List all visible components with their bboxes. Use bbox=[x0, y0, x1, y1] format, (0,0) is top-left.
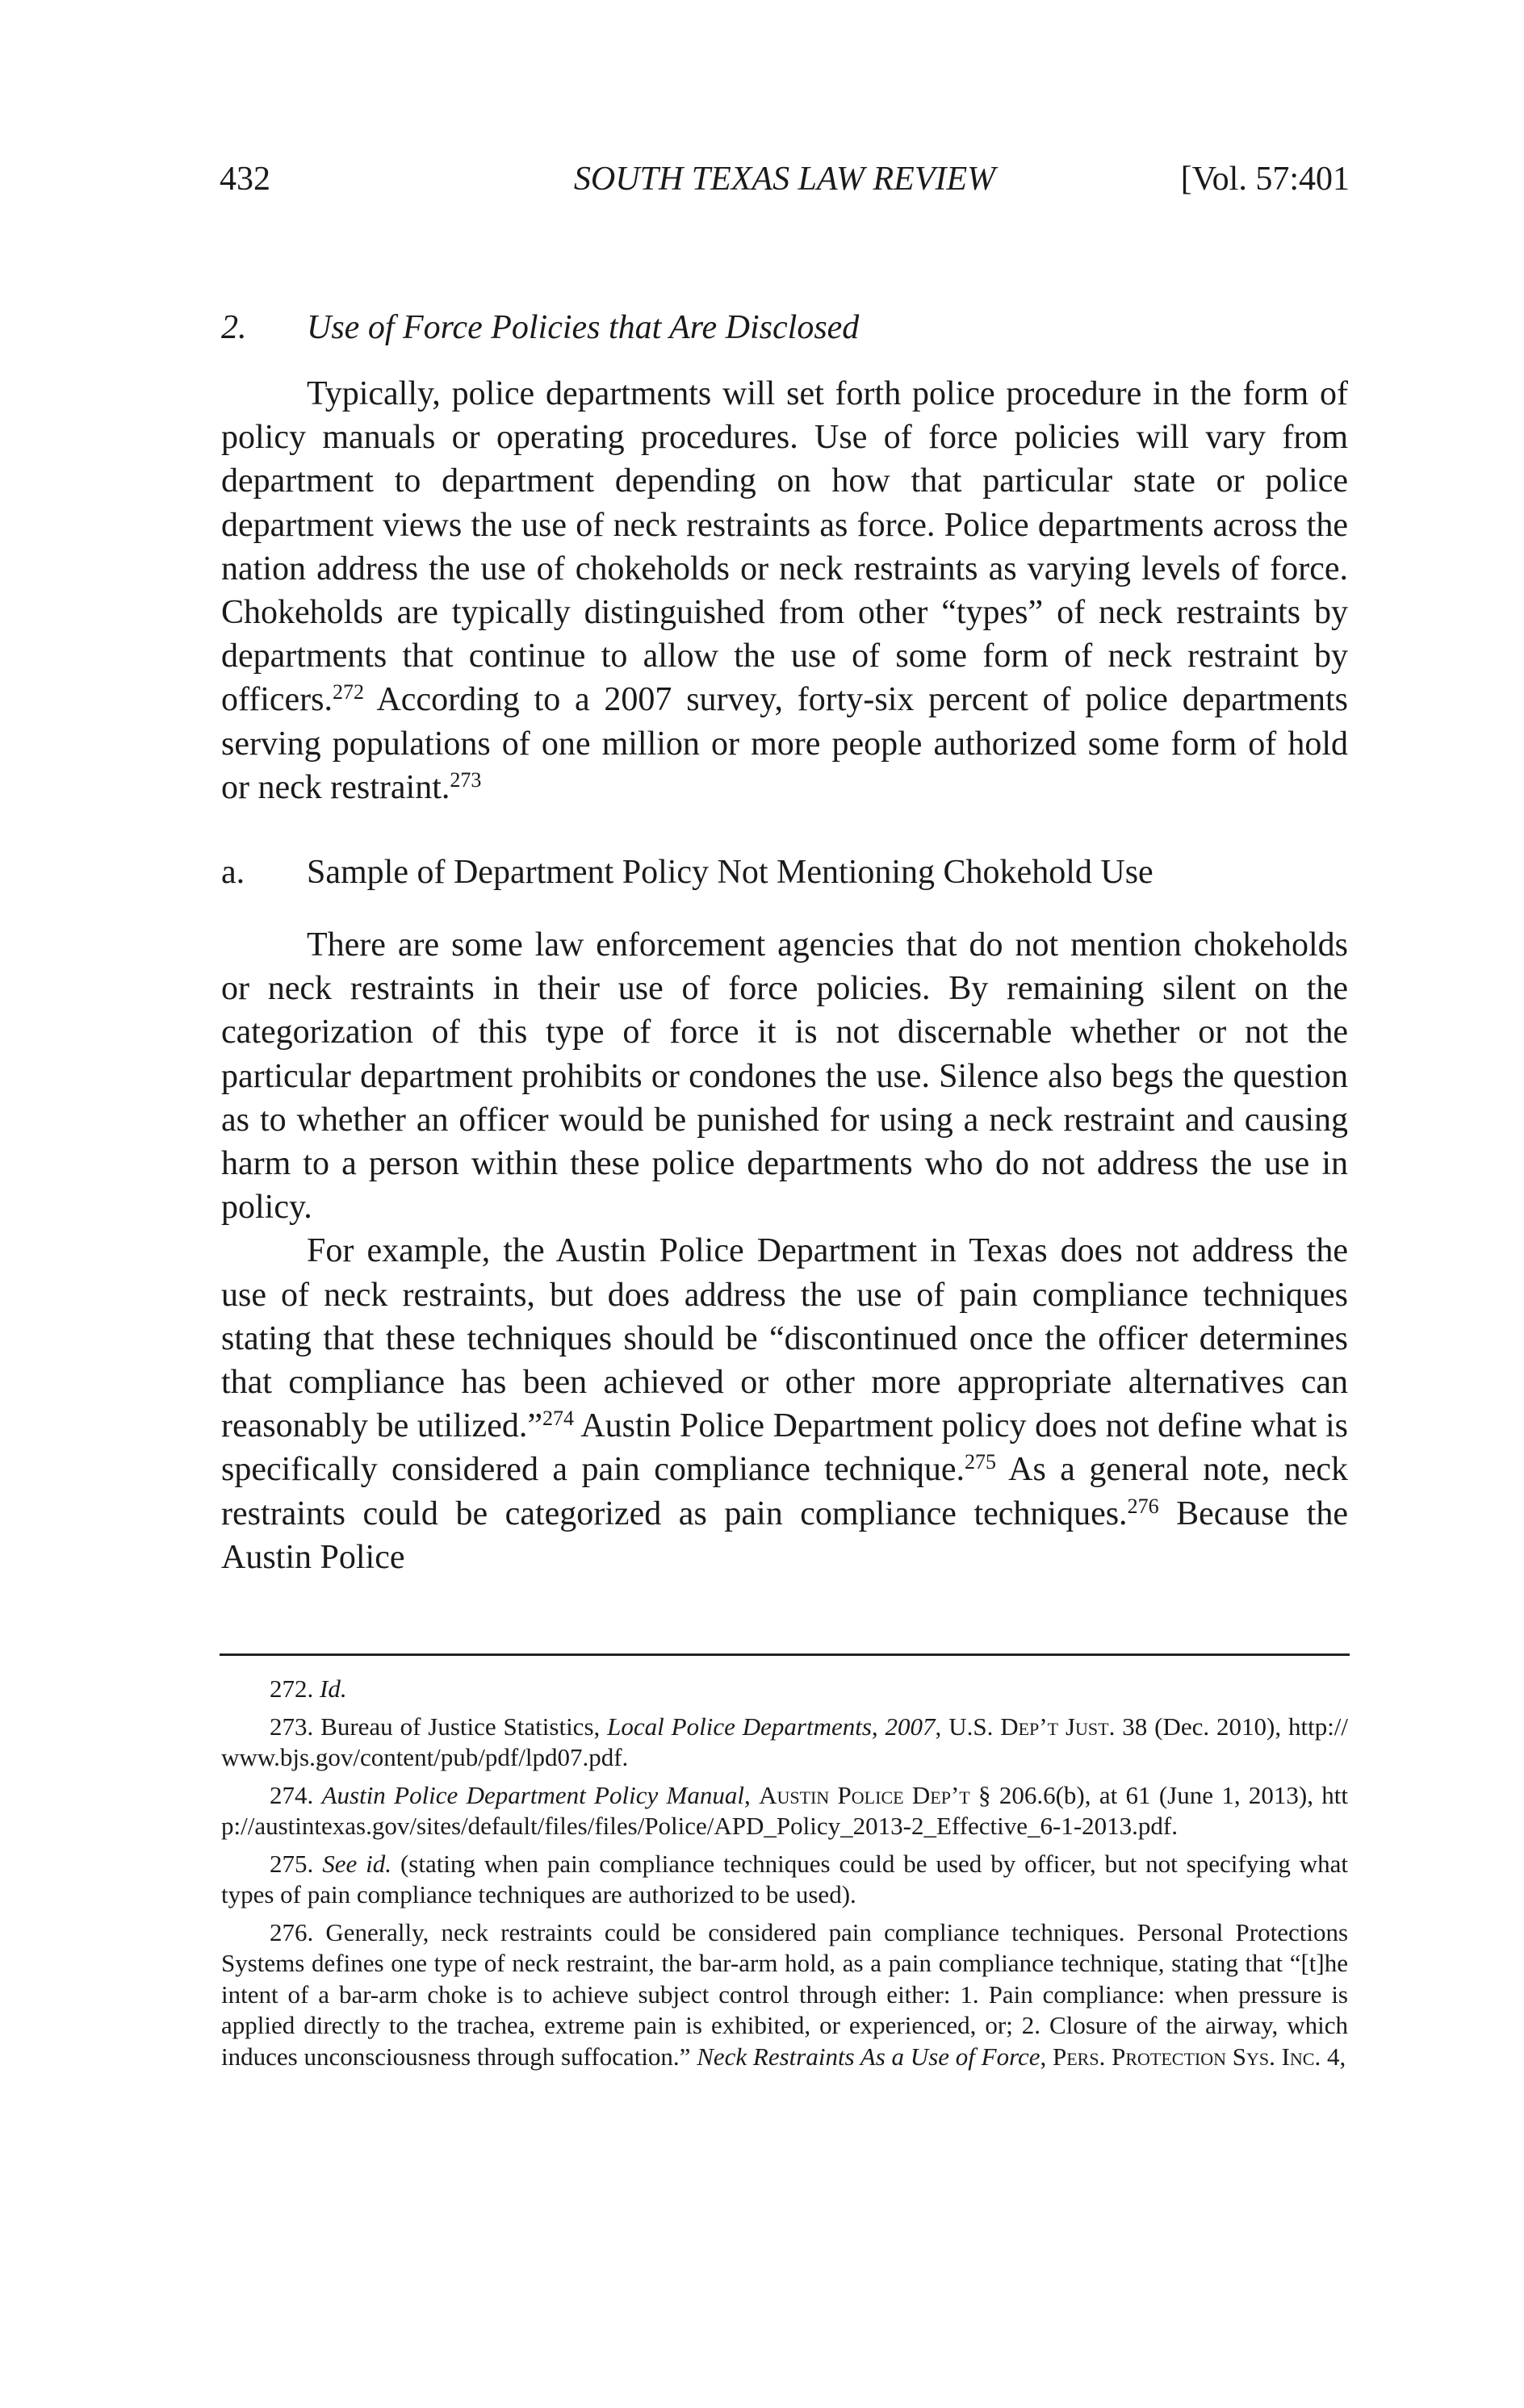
footnote-275 bbox=[221, 1849, 1348, 1911]
footnote-274 bbox=[221, 1780, 1348, 1842]
footnote-ref-272[interactable]: 272 bbox=[333, 680, 364, 704]
paragraph-text: Austin Police Department policy does not define what is specifically considered a pain compliance technique. bbox=[221, 1407, 1349, 1489]
footnote-source-title: Neck Restraints As a Use of Force bbox=[697, 2042, 1040, 2071]
body-paragraph bbox=[221, 1229, 1348, 1579]
footnote-signal: See id. bbox=[322, 1849, 391, 1878]
body-paragraph: There are some law enforcement agencies that do not mention chokeholds or neck restraints in their use of force policies. By remaining silent on the categorization of this type of force it is not discernable whether or not the particular department prohibits or condones the use. Silence also begs the question as to whether an officer would be punished for using a neck restraint and causing harm to a person within these police departments who do not address the use in policy. bbox=[221, 926, 1348, 1227]
footnote-text: (stating when pain compliance techniques could be used by officer, but not specifying what types of pain compliance techniques are authorized to be used). bbox=[221, 1849, 1349, 1908]
footnote-text: 4, bbox=[1326, 2042, 1346, 2071]
paragraph-text: Typically, police departments will set forth police procedure in the form of policy manuals or operating procedures. Use of force policies will vary from department to department depending on how that particular state or police department views the use of neck restraints as force. Police departments across the nation address the use of chokeholds or neck restraints as varying levels of force. Chokeholds are typically distinguished from other “types” of neck restraints by departments that continue to allow the use of some form of neck restraint by officers. bbox=[221, 375, 1348, 719]
body-paragraph bbox=[221, 372, 1348, 809]
body-paragraph-1-block bbox=[221, 372, 1348, 809]
footnote-number: 274. bbox=[270, 1780, 314, 1809]
page-number: 432 bbox=[220, 161, 270, 198]
paragraph-text: For example, the Austin Police Department in Texas does not address the use of neck restraints, but does address the use of pain compliance techniques stating that these techniques should be “discontinued once the officer determines that compliance has been achieved or other more appropriate alternatives can reasonably be utilized.” bbox=[221, 1232, 1348, 1445]
subsection-heading bbox=[221, 851, 1153, 894]
subsection-letter: a. bbox=[221, 854, 245, 891]
footnote-text: , bbox=[1040, 2042, 1047, 2071]
running-header bbox=[220, 155, 1350, 203]
footnote-text: Bureau of Justice Statistics, bbox=[320, 1712, 601, 1741]
footnote-source-title: Local Police Departments, 2007 bbox=[607, 1712, 936, 1741]
paragraph-text: According to a 2007 survey, forty-six percent of police departments serving populations of one million or more people authorized some form of hold or neck restraint. bbox=[221, 681, 1348, 806]
footnote-text: 38 (Dec. 2010), http://www.bjs.gov/content/pub/pdf/lpd07.pdf. bbox=[221, 1712, 1349, 1771]
footnote-273 bbox=[221, 1712, 1348, 1774]
footnote-source-title: Austin Police Department Policy Manual bbox=[321, 1780, 744, 1809]
body-paragraphs-block bbox=[221, 923, 1348, 1579]
footnote-272 bbox=[221, 1674, 1348, 1705]
journal-title: SOUTH TEXAS LAW REVIEW bbox=[573, 161, 996, 198]
volume-citation: [Vol. 57:401 bbox=[1180, 161, 1350, 198]
paragraph-text: As a general note, neck restraints could be categorized as pain compliance techniques. bbox=[221, 1451, 1348, 1532]
section-number: 2. bbox=[221, 309, 247, 346]
footnote-ref-273[interactable]: 273 bbox=[450, 767, 482, 792]
footnote-text: § 206.6(b), at 61 (June 1, 2013), http://austintexas.gov/sites/default/files/files/Police/APD_Policy_2013-2_Effective_6-1-2013.pdf. bbox=[221, 1780, 1349, 1840]
footnote-ref-276[interactable]: 276 bbox=[1127, 1494, 1159, 1518]
footnote-publisher: Pers. Protection Sys. Inc. bbox=[1053, 2042, 1321, 2071]
footnote-divider bbox=[220, 1653, 1350, 1656]
footnote-number: 272. bbox=[270, 1674, 314, 1703]
paragraph-text: Because the Austin Police bbox=[221, 1495, 1348, 1576]
section-heading bbox=[221, 306, 859, 349]
footnote-ref-275[interactable]: 275 bbox=[965, 1450, 997, 1474]
footnote-number: 276. bbox=[270, 1917, 314, 1946]
footnote-ref-274[interactable]: 274 bbox=[542, 1407, 574, 1431]
footnote-text: , U.S. bbox=[935, 1712, 994, 1741]
footnote-number: 275. bbox=[270, 1849, 314, 1878]
footnote-publisher: Dep’t Just. bbox=[1000, 1712, 1116, 1741]
section-title: Use of Force Policies that Are Disclosed bbox=[307, 309, 860, 346]
footnote-text: , bbox=[743, 1780, 751, 1809]
footnote-citation: Id. bbox=[320, 1674, 347, 1703]
footnote-276 bbox=[221, 1917, 1348, 2073]
footnote-text: Generally, neck restraints could be considered pain compliance techniques. Personal Protections Systems defines one type of neck restraint, the bar-arm hold, as a pain compliance technique, stating that “[t]he intent of a bar-arm choke is to achieve subject control through either: 1. Pain compliance: when pressure is applied directly to the trachea, extreme pain is exhibited, or experienced, or; 2. Closure of the airway, which induces unconsciousness through suffocation.” bbox=[221, 1917, 1349, 2071]
footnotes bbox=[221, 1674, 1348, 2079]
subsection-title: Sample of Department Policy Not Mentioning Chokehold Use bbox=[307, 854, 1153, 891]
footnote-publisher: Austin Police Dep’t bbox=[759, 1780, 970, 1809]
footnote-number: 273. bbox=[270, 1712, 314, 1741]
